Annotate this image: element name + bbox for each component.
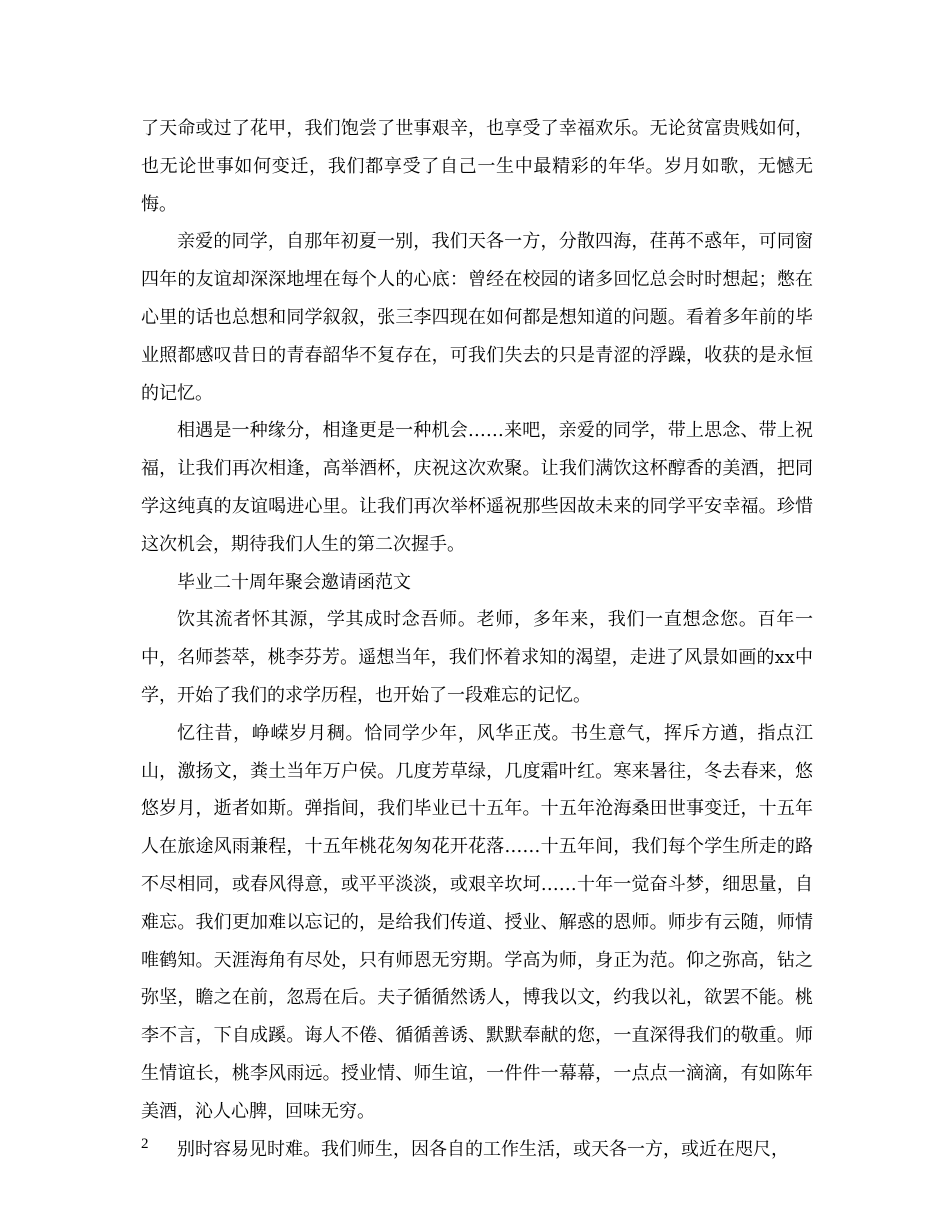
document-body — [141, 110, 813, 1168]
paragraph-1: 了天命或过了花甲，我们饱尝了世事艰辛，也享受了幸福欢乐。无论贫富贵贱如何，也无论世事如何变迁，我们都享受了自己一生中最精彩的年华。岁月如歌，无憾无悔。 — [141, 118, 813, 215]
paragraph-6: 别时容易见时难。我们师生，因各自的工作生活，或天各一方，或近在咫尺， — [177, 1138, 789, 1160]
paragraph-5: 忆往昔，峥嵘岁月稠。恰同学少年，风华正茂。书生意气，挥斥方遒，指点江山，激扬文，粪土当年万户侯。几度芳草绿，几度霜叶红。寒来暑往，冬去春来，悠悠岁月，逝者如斯。弹指间，我们毕业已十五年。十五年沧海桑田世事变迁，十五年人在旅途风雨兼程，十五年桃花匆匆花开花落……十五年间，我们每个学生所走的路不尽相同，或春风得意，或平平淡淡，或艰辛坎坷……十年一觉奋斗梦，细思量，自难忘。我们更加难以忘记的，是给我们传道、授业、解惑的恩师。师步有云随，师情唯鹤知。天涯海角有尽处，只有师恩无穷期。学高为师，身正为范。仰之弥高，钻之弥坚，瞻之在前，忽焉在后。夫子循循然诱人，博我以文，约我以礼，欲罢不能。桃李不言，下自成蹊。诲人不倦、循循善诱、默默奉献的您，一直深得我们的敬重。师生情谊长，桃李风雨远。授业情、师生谊，一件件一幕幕，一点点一滴滴，有如陈年美酒，沁人心脾，回味无穷。 — [141, 722, 813, 1122]
paragraph-3: 相遇是一种缘分，相逢更是一种机会……来吧，亲爱的同学，带上思念、带上祝福，让我们再次相逢，高举酒杯，庆祝这次欢聚。让我们满饮这杯醇香的美酒，把同学这纯真的友谊喝进心里。让我们再次举杯遥祝那些因故未来的同学平安幸福。珍惜这次机会，期待我们人生的第二次握手。 — [141, 420, 813, 555]
paragraph-4: 饮其流者怀其源，学其成时念吾师。老师，多年来，我们一直想念您。百年一中，名师荟萃，桃李芬芳。遥想当年，我们怀着求知的渴望，走进了风景如画的xx中学，开始了我们的求学历程，也开始了一段难忘的记忆。 — [141, 609, 813, 706]
page-number: 2 — [141, 1136, 149, 1152]
section-heading: 毕业二十周年聚会邀请函范文 — [177, 571, 411, 593]
paragraph-2: 亲爱的同学，自那年初夏一别，我们天各一方，分散四海，荏苒不惑年，可同窗四年的友谊却深深地埋在每个人的心底：曾经在校园的诸多回忆总会时时想起；憋在心里的话也总想和同学叙叙，张三李四现在如何都是想知道的问题。看着多年前的毕业照都感叹昔日的青春韶华不复存在，可我们失去的只是青涩的浮躁，收获的是永恒的记忆。 — [141, 231, 813, 404]
